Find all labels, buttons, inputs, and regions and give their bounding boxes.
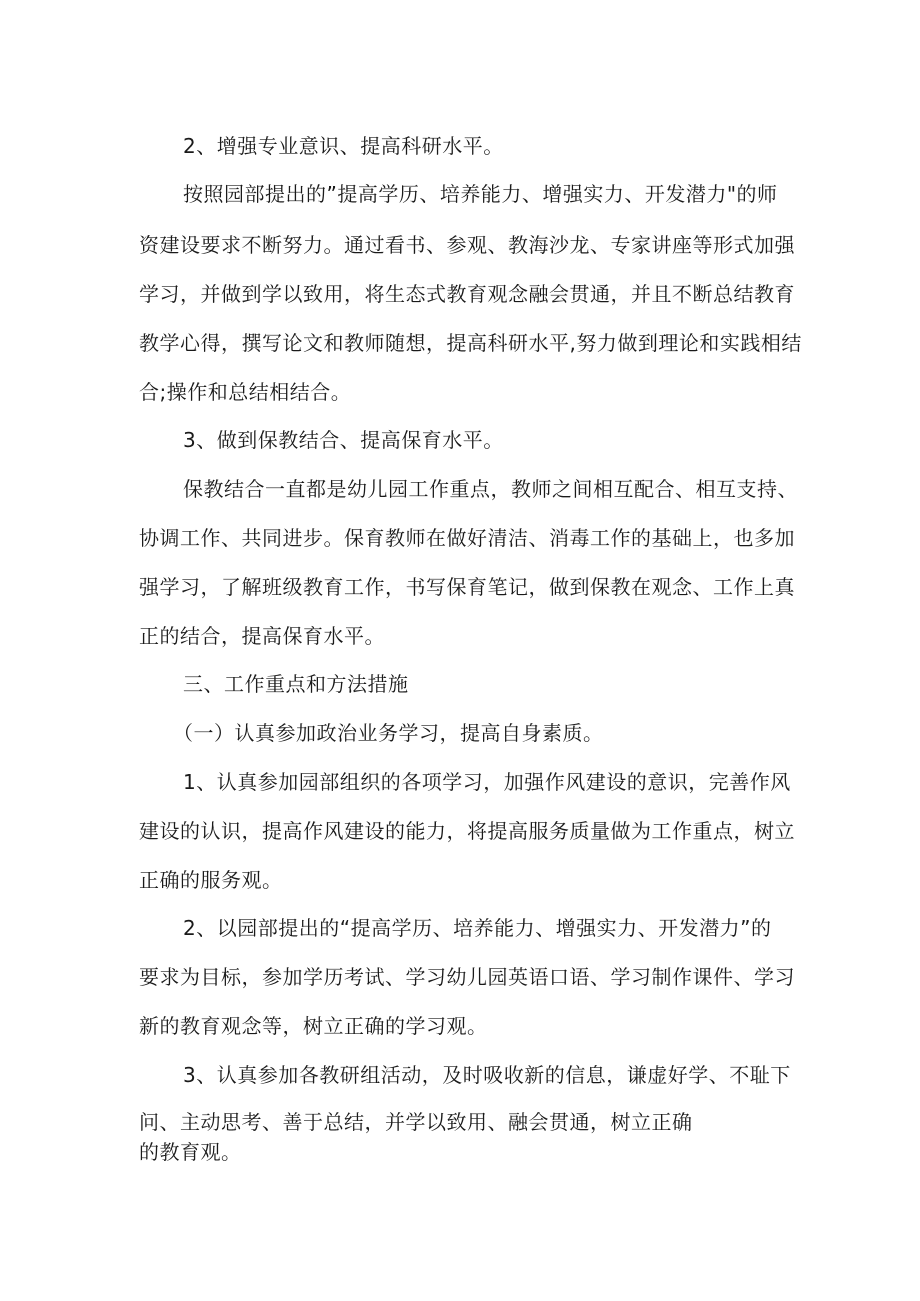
text-line: 协调工作、共同进步。保育教师在做好清洁、消毒工作的基础上，也多加 bbox=[139, 526, 795, 550]
text-line: 学习，并做到学以致用，将生态式教育观念融会贯通，并且不断总结教育 bbox=[139, 282, 795, 306]
text-line: 建设的认识，提高作风建设的能力，将提高服务质量做为工作重点，树立 bbox=[139, 819, 795, 843]
section-heading: 三、工作重点和方法措施 bbox=[183, 672, 409, 696]
text-line: 按照园部提出的”提高学历、培养能力、增强实力、开发潜力"的师 bbox=[183, 182, 778, 206]
subsection-heading: （一）认真参加政治业务学习，提高自身素质。 bbox=[173, 721, 604, 745]
text-line: 资建设要求不断努力。通过看书、参观、教海沙龙、专家讲座等形式加强 bbox=[139, 233, 795, 257]
text-line: 2、以园部提出的“提高学历、培养能力、增强实力、开发潜力”的 bbox=[183, 916, 772, 940]
text-line: 3、做到保教结合、提高保育水平。 bbox=[183, 428, 504, 452]
text-line: 要求为目标，参加学历考试、学习幼儿园英语口语、学习制作课件、学习 bbox=[139, 965, 795, 989]
text-line: 保教结合一直都是幼儿园工作重点，教师之间相互配合、相互支持、 bbox=[183, 477, 798, 501]
text-line: 强学习，了解班级教育工作，书写保育笔记，做到保教在观念、工作上真 bbox=[139, 575, 795, 599]
text-line: 问、主动思考、善于总结，并学以致用、融会贯通，树立正确 bbox=[139, 1110, 693, 1134]
text-line: 新的教育观念等，树立正确的学习观。 bbox=[139, 1014, 488, 1038]
text-line: 正的结合，提高保育水平。 bbox=[139, 624, 385, 648]
text-line: 2、增强专业意识、提高科研水平。 bbox=[183, 134, 504, 158]
text-line: 教学心得，撰写论文和教师随想，提高科研水平,努力做到理论和实践相结 bbox=[139, 331, 802, 355]
text-line: 3、认真参加各教研组活动，及时吸收新的信息，谦虚好学、不耻下 bbox=[183, 1063, 791, 1087]
text-line: 合;操作和总结相结合。 bbox=[139, 380, 352, 404]
text-line: 1、认真参加园部组织的各项学习，加强作风建设的意识，完善作风 bbox=[183, 770, 791, 794]
text-line: 的教育观。 bbox=[139, 1140, 242, 1164]
text-line: 正确的服务观。 bbox=[139, 868, 283, 892]
